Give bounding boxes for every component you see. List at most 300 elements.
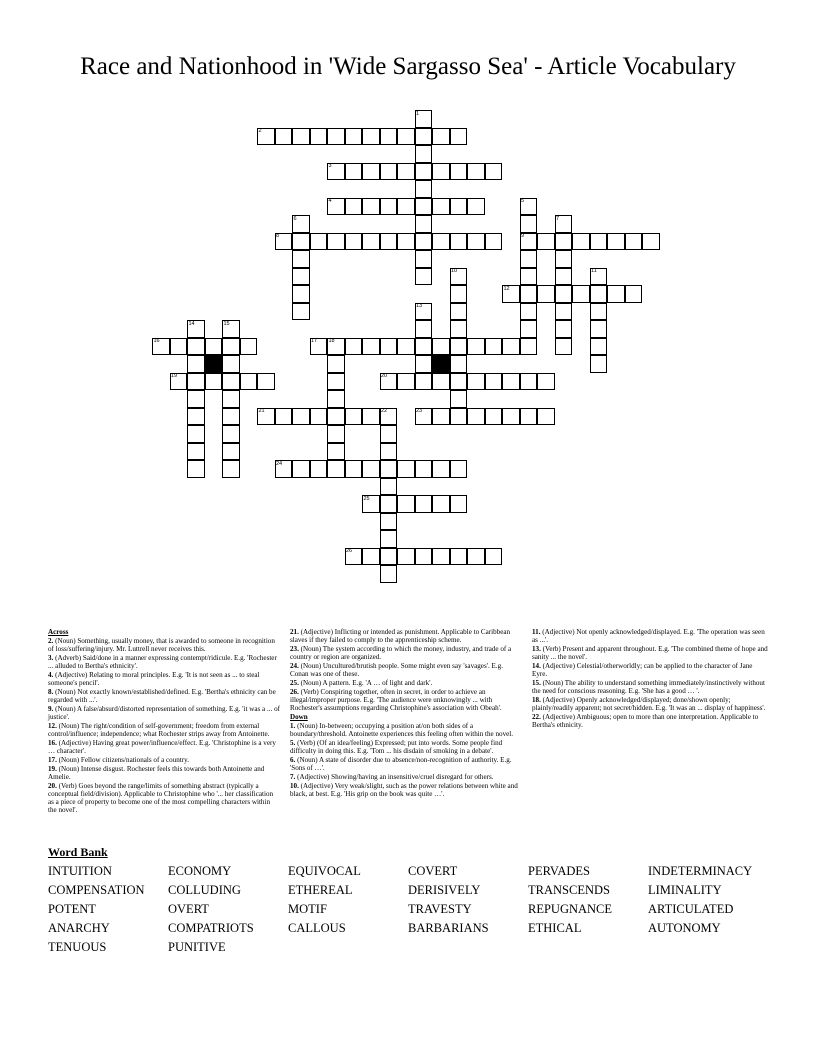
word-bank-item: COMPENSATION	[48, 883, 145, 897]
grid-cell[interactable]	[345, 233, 363, 251]
grid-cell[interactable]	[397, 233, 415, 251]
word-bank-title: Word Bank	[48, 845, 108, 859]
down-clue	[532, 662, 768, 678]
clue-text: (Verb) Goes beyond the range/limits of something abstract (typically a conceptual field/division). Applicable to Christophine who '... her classification as a piece of property to become one of the most compelling characters within the novel'.	[48, 782, 274, 814]
grid-cell[interactable]	[537, 373, 555, 391]
word-bank-item: REPUGNANCE	[528, 902, 613, 916]
clue-number-label: 24.	[290, 662, 299, 670]
down-clue	[532, 713, 768, 729]
grid-cell[interactable]	[450, 128, 468, 146]
grid-cell[interactable]	[415, 233, 433, 251]
clue-number: 16	[153, 338, 160, 344]
clue-number: 10	[451, 268, 458, 274]
grid-cell[interactable]	[292, 285, 310, 303]
grid-cell[interactable]	[520, 373, 538, 391]
clue-number-label: 22.	[532, 713, 541, 721]
grid-cell[interactable]	[432, 128, 450, 146]
clue-text: (Noun) A false/absurd/distorted representation of something. E.g. 'it was a ... of justice'.	[48, 705, 280, 721]
grid-cell[interactable]	[292, 303, 310, 321]
clue-text: (Verb) Conspiring together, often in secret, in order to achieve an illegal/improper purpose. E.g. 'The audience were unknowingly ... with Rochester's assumptions regarding Christophine's association with Obeah'.	[290, 688, 502, 712]
grid-cell[interactable]	[170, 338, 188, 356]
grid-cell[interactable]	[292, 233, 310, 251]
down-clue	[290, 722, 522, 738]
grid-cell[interactable]	[432, 548, 450, 566]
grid-cell[interactable]	[362, 338, 380, 356]
clue-number: 23	[416, 408, 423, 414]
grid-cell[interactable]	[362, 233, 380, 251]
clue-text: (Noun) The right/condition of self-government; freedom from external control/influence; independence; what Rochester strips away from Antoinette.	[48, 722, 270, 738]
word-bank-item: COMPATRIOTS	[168, 921, 254, 935]
clue-number-label: 19.	[48, 765, 57, 773]
grid-cell[interactable]	[485, 338, 503, 356]
black-square	[432, 355, 450, 373]
page-title: Race and Nationhood in 'Wide Sargasso Sea' - Article Vocabulary	[80, 53, 736, 80]
grid-cell[interactable]	[292, 460, 310, 478]
clue-number-label: 7.	[290, 773, 296, 781]
grid-cell[interactable]	[485, 163, 503, 181]
grid-cell[interactable]	[327, 233, 345, 251]
grid-cell[interactable]	[415, 355, 433, 373]
clue-number-label: 11.	[532, 628, 541, 636]
clue-text: (Adjective) Inflicting or intended as punishment. Applicable to Caribbean slaves if they failed to comply to the apprenticeship scheme.	[290, 628, 511, 644]
across-clue	[48, 782, 280, 814]
grid-cell[interactable]	[327, 443, 345, 461]
clue-number-label: 16.	[48, 739, 57, 747]
down-clue	[290, 773, 522, 781]
clue-text: (Adjective) Having great power/influence/effect. E.g. 'Christophine is a very … character'.	[48, 739, 276, 755]
clue-text: (Adjective) Showing/having an insensitive/cruel disregard for others.	[295, 773, 494, 781]
word-bank-item: EQUIVOCAL	[288, 864, 361, 878]
clue-column-1	[48, 628, 280, 815]
across-clue	[290, 628, 522, 644]
grid-cell[interactable]	[450, 320, 468, 338]
grid-cell[interactable]	[380, 548, 398, 566]
grid-cell[interactable]	[415, 198, 433, 216]
clue-number: 14	[188, 320, 195, 327]
clue-text: (Verb) (Of an idea/feeling) Expressed; put into words. Some people find difficulty in doing this. E.g. 'Tom ... his disdain of smoking in a debate'.	[290, 739, 503, 755]
clue-number-label: 17.	[48, 756, 57, 764]
clue-text: (Adjective) Openly acknowledged/displayed; done/shown openly; plainly/readily apparent; not secret/hidden. E.g. 'It was an ... display of happiness'.	[532, 696, 766, 712]
grid-cell[interactable]	[432, 495, 450, 513]
word-bank-item: ARTICULATED	[648, 902, 734, 916]
word-bank-item: ETHICAL	[528, 921, 582, 935]
grid-cell[interactable]	[222, 408, 240, 426]
grid-cell[interactable]	[590, 320, 608, 338]
grid-cell[interactable]	[415, 338, 433, 356]
clue-number: 18	[328, 338, 335, 344]
clue-number: 8	[276, 233, 280, 239]
across-clue	[48, 705, 280, 721]
grid-cell[interactable]	[397, 198, 415, 216]
grid-cell[interactable]	[327, 408, 345, 426]
across-clue	[48, 765, 280, 781]
grid-cell[interactable]	[520, 408, 538, 426]
clue-number-label: 12.	[48, 722, 57, 730]
clue-number: 1	[416, 110, 420, 117]
grid-cell[interactable]	[205, 338, 223, 356]
grid-cell[interactable]	[345, 338, 363, 356]
grid-cell[interactable]	[502, 338, 520, 356]
clue-number: 7	[556, 215, 560, 222]
down-heading: Down	[290, 713, 308, 721]
grid-cell[interactable]	[485, 373, 503, 391]
grid-cell[interactable]	[555, 233, 573, 251]
clue-text: (Noun) Intense disgust. Rochester feels this towards both Antoinette and Amelie.	[48, 765, 265, 781]
clue-column-2	[290, 628, 522, 799]
down-clue	[290, 782, 522, 798]
grid-cell[interactable]	[555, 285, 573, 303]
grid-cell[interactable]	[415, 145, 433, 163]
grid-cell[interactable]	[310, 408, 328, 426]
grid-cell[interactable]	[327, 390, 345, 408]
grid-cell[interactable]	[450, 373, 468, 391]
grid-cell[interactable]	[432, 198, 450, 216]
grid-cell[interactable]	[362, 198, 380, 216]
clue-number-label: 25.	[290, 679, 299, 687]
grid-cell[interactable]	[187, 390, 205, 408]
grid-cell[interactable]	[222, 373, 240, 391]
grid-cell[interactable]	[397, 548, 415, 566]
clue-number: 22	[381, 408, 388, 414]
grid-cell[interactable]	[520, 285, 538, 303]
grid-cell[interactable]	[257, 373, 275, 391]
grid-cell[interactable]	[450, 408, 468, 426]
clue-text: (Noun) A pattern. E.g. 'A … of light and dark'.	[298, 679, 433, 687]
grid-cell[interactable]	[537, 408, 555, 426]
grid-cell[interactable]	[467, 198, 485, 216]
grid-cell[interactable]	[397, 128, 415, 146]
grid-cell[interactable]	[327, 425, 345, 443]
grid-cell[interactable]	[222, 338, 240, 356]
grid-cell[interactable]	[187, 373, 205, 391]
grid-cell[interactable]	[607, 285, 625, 303]
grid-cell[interactable]	[432, 233, 450, 251]
grid-cell[interactable]	[485, 548, 503, 566]
down-clue	[532, 679, 768, 695]
grid-cell[interactable]	[520, 215, 538, 233]
grid-cell[interactable]	[520, 250, 538, 268]
grid-cell[interactable]	[467, 548, 485, 566]
clue-text: (Noun) Not exactly known/established/defined. E.g. 'Bertha's ethnicity can be regarded with ...'.	[48, 688, 276, 704]
clue-number: 15	[223, 320, 230, 327]
grid-cell[interactable]	[380, 565, 398, 583]
grid-cell[interactable]	[310, 460, 328, 478]
grid-cell[interactable]	[485, 408, 503, 426]
grid-cell[interactable]	[555, 338, 573, 356]
grid-cell[interactable]	[327, 355, 345, 373]
grid-cell[interactable]	[590, 285, 608, 303]
clue-text: (Noun) Uncultured/brutish people. Some might even say 'savages'. E.g. Conan was one of these.	[290, 662, 503, 678]
grid-cell[interactable]	[432, 163, 450, 181]
grid-cell[interactable]	[345, 198, 363, 216]
word-bank-item: ANARCHY	[48, 921, 110, 935]
word-bank-item: POTENT	[48, 902, 96, 916]
grid-cell[interactable]	[397, 163, 415, 181]
grid-cell[interactable]	[520, 268, 538, 286]
clue-number: 9	[521, 233, 525, 239]
word-bank-item: TENUOUS	[48, 940, 107, 954]
grid-cell[interactable]	[205, 373, 223, 391]
grid-cell[interactable]	[590, 303, 608, 321]
clue-number: 12	[503, 285, 510, 292]
across-clue	[48, 739, 280, 755]
across-clue	[48, 722, 280, 738]
word-bank-item: INTUITION	[48, 864, 112, 878]
word-bank-item: LIMINALITY	[648, 883, 722, 897]
grid-cell[interactable]	[432, 373, 450, 391]
across-clue	[290, 662, 522, 678]
grid-cell[interactable]	[555, 303, 573, 321]
grid-cell[interactable]	[415, 320, 433, 338]
grid-cell[interactable]	[415, 548, 433, 566]
clue-number-label: 26.	[290, 688, 299, 696]
grid-cell[interactable]	[415, 250, 433, 268]
grid-cell[interactable]	[450, 338, 468, 356]
across-heading: Across	[48, 628, 69, 636]
grid-cell[interactable]	[450, 355, 468, 373]
clue-number-label: 5.	[290, 739, 296, 747]
grid-cell[interactable]	[362, 460, 380, 478]
grid-cell[interactable]	[187, 460, 205, 478]
grid-cell[interactable]	[327, 460, 345, 478]
grid-cell[interactable]	[467, 373, 485, 391]
grid-cell[interactable]	[240, 373, 258, 391]
grid-cell[interactable]	[432, 460, 450, 478]
word-bank-item: COVERT	[408, 864, 458, 878]
grid-cell[interactable]	[222, 425, 240, 443]
word-bank-item: TRAVESTY	[408, 902, 472, 916]
grid-cell[interactable]	[275, 408, 293, 426]
grid-cell[interactable]	[432, 408, 450, 426]
grid-cell[interactable]	[380, 163, 398, 181]
grid-cell[interactable]	[275, 128, 293, 146]
grid-cell[interactable]	[450, 198, 468, 216]
clue-number-label: 3.	[48, 654, 54, 662]
grid-cell[interactable]	[537, 285, 555, 303]
clue-text: (Noun) A state of disorder due to absence/non-recognition of authority. E.g. 'Sons of …'.	[290, 756, 512, 772]
clue-number-label: 6.	[290, 756, 296, 764]
grid-cell[interactable]	[380, 233, 398, 251]
clue-column-3	[532, 628, 768, 730]
grid-cell[interactable]	[415, 460, 433, 478]
grid-cell[interactable]	[415, 495, 433, 513]
grid-cell[interactable]	[292, 128, 310, 146]
grid-cell[interactable]	[380, 530, 398, 548]
grid-cell[interactable]	[415, 373, 433, 391]
grid-cell[interactable]	[555, 268, 573, 286]
grid-cell[interactable]	[625, 285, 643, 303]
clue-number: 3	[328, 163, 332, 169]
down-clue	[532, 696, 768, 712]
grid-cell[interactable]	[572, 233, 590, 251]
clue-text: (Noun) Something, usually money, that is awarded to someone in recognition of loss/suffering/injury. Mr. Luttrell never receives this.	[48, 637, 275, 653]
grid-cell[interactable]	[397, 495, 415, 513]
grid-cell[interactable]	[502, 373, 520, 391]
grid-cell[interactable]	[415, 215, 433, 233]
grid-cell[interactable]	[590, 233, 608, 251]
grid-cell[interactable]	[292, 268, 310, 286]
grid-cell[interactable]	[187, 443, 205, 461]
grid-cell[interactable]	[292, 408, 310, 426]
clue-text: (Noun) Fellow citizens/nationals of a country.	[56, 756, 189, 764]
clue-number: 25	[363, 495, 370, 502]
grid-cell[interactable]	[380, 495, 398, 513]
grid-cell[interactable]	[327, 373, 345, 391]
grid-cell[interactable]	[380, 443, 398, 461]
clue-number: 17	[311, 338, 318, 344]
grid-cell[interactable]	[345, 408, 363, 426]
grid-cell[interactable]	[380, 460, 398, 478]
across-clue	[48, 654, 280, 670]
grid-cell[interactable]	[590, 355, 608, 373]
down-clue	[532, 628, 768, 644]
grid-cell[interactable]	[240, 338, 258, 356]
grid-cell[interactable]	[362, 163, 380, 181]
clue-text: (Adjective) Not openly acknowledged/displayed. E.g. 'The operation was seen as ...'.	[532, 628, 765, 644]
word-bank-item: AUTONOMY	[648, 921, 721, 935]
clue-number-label: 13.	[532, 645, 541, 653]
clue-number: 6	[293, 215, 297, 222]
grid-cell[interactable]	[397, 338, 415, 356]
grid-cell[interactable]	[450, 460, 468, 478]
clue-number: 20	[381, 373, 388, 379]
grid-cell[interactable]	[450, 285, 468, 303]
grid-cell[interactable]	[380, 338, 398, 356]
grid-cell[interactable]	[362, 408, 380, 426]
across-clue	[48, 637, 280, 653]
grid-cell[interactable]	[310, 128, 328, 146]
grid-cell[interactable]	[222, 355, 240, 373]
clue-text: (Adjective) Celestial/otherworldly; can be applied to the character of Jane Eyre.	[532, 662, 753, 678]
grid-cell[interactable]	[467, 408, 485, 426]
grid-cell[interactable]	[415, 128, 433, 146]
clue-number-label: 1.	[290, 722, 296, 730]
grid-cell[interactable]	[590, 338, 608, 356]
across-clue	[290, 679, 522, 687]
clue-number: 19	[171, 373, 178, 379]
clue-number-label: 10.	[290, 782, 299, 790]
grid-cell[interactable]	[607, 233, 625, 251]
grid-cell[interactable]	[572, 285, 590, 303]
clue-number-label: 15.	[532, 679, 541, 687]
grid-cell[interactable]	[450, 390, 468, 408]
word-bank-item: OVERT	[168, 902, 209, 916]
across-clue	[48, 756, 280, 764]
clue-number: 11	[591, 268, 597, 274]
grid-cell[interactable]	[380, 198, 398, 216]
grid-cell[interactable]	[310, 233, 328, 251]
clue-number-label: 20.	[48, 782, 57, 790]
grid-cell[interactable]	[380, 425, 398, 443]
grid-cell[interactable]	[222, 390, 240, 408]
word-bank-item: COLLUDING	[168, 883, 241, 897]
grid-cell[interactable]	[380, 128, 398, 146]
clue-text: (Adjective) Ambiguous; open to more than one interpretation. Applicable to Bertha's ethnicity.	[532, 713, 759, 729]
grid-cell[interactable]	[467, 233, 485, 251]
clue-number-label: 8.	[48, 688, 54, 696]
grid-cell[interactable]	[485, 233, 503, 251]
grid-cell[interactable]	[467, 338, 485, 356]
clue-number-label: 4.	[48, 671, 54, 679]
word-bank-item: PUNITIVE	[168, 940, 226, 954]
word-bank-item: ECONOMY	[168, 864, 232, 878]
word-bank-item: CALLOUS	[288, 921, 346, 935]
clue-text: (Noun) In-between; occupying a position at/on both sides of a boundary/threshold. Antoinette experiences this feeling often within the novel.	[290, 722, 514, 738]
word-bank-item: PERVADES	[528, 864, 590, 878]
grid-cell[interactable]	[415, 268, 433, 286]
clue-number-label: 18.	[532, 696, 541, 704]
clue-number: 26	[346, 548, 353, 554]
black-square	[205, 355, 223, 373]
grid-cell[interactable]	[327, 128, 345, 146]
grid-cell[interactable]	[187, 355, 205, 373]
word-bank-item: DERISIVELY	[408, 883, 481, 897]
grid-cell[interactable]	[187, 338, 205, 356]
grid-cell[interactable]	[432, 338, 450, 356]
grid-cell[interactable]	[520, 303, 538, 321]
clue-text: (Adjective) Very weak/slight, such as the power relations between white and black, at best. E.g. 'His grip on the book was quite …'.	[290, 782, 518, 798]
grid-cell[interactable]	[502, 408, 520, 426]
grid-cell[interactable]	[362, 128, 380, 146]
grid-cell[interactable]	[187, 408, 205, 426]
clue-number-label: 21.	[290, 628, 299, 636]
clue-text: (Noun) The system according to which the money, industry, and trade of a country or region are organized.	[290, 645, 512, 661]
grid-cell[interactable]	[450, 548, 468, 566]
clue-number: 4	[328, 198, 332, 204]
grid-cell[interactable]	[450, 163, 468, 181]
word-bank-item: TRANSCENDS	[528, 883, 610, 897]
grid-cell[interactable]	[450, 495, 468, 513]
clue-number-label: 23.	[290, 645, 299, 653]
grid-cell[interactable]	[362, 548, 380, 566]
grid-cell[interactable]	[222, 460, 240, 478]
word-bank-item: ETHEREAL	[288, 883, 353, 897]
grid-cell[interactable]	[397, 373, 415, 391]
clue-text: (Verb) Present and apparent throughout. E.g. 'The combined theme of hope and sanity ... the novel'.	[532, 645, 768, 661]
grid-cell[interactable]	[642, 233, 660, 251]
grid-cell[interactable]	[450, 303, 468, 321]
across-clue	[48, 671, 280, 687]
grid-cell[interactable]	[537, 233, 555, 251]
clue-text: (Adverb) Said/done in a manner expressing contempt/ridicule. E.g. 'Rochester ... alluded to Bertha's ethnicity'.	[48, 654, 277, 670]
clue-number: 24	[276, 460, 283, 467]
across-clue	[290, 645, 522, 661]
grid-cell[interactable]	[450, 233, 468, 251]
grid-cell[interactable]	[345, 128, 363, 146]
grid-cell[interactable]	[415, 180, 433, 198]
grid-cell[interactable]	[380, 513, 398, 531]
grid-cell[interactable]	[397, 460, 415, 478]
grid-cell[interactable]	[555, 250, 573, 268]
clue-number-label: 2.	[48, 637, 54, 645]
across-clue	[290, 688, 522, 712]
grid-cell[interactable]	[555, 320, 573, 338]
grid-cell[interactable]	[415, 163, 433, 181]
grid-cell[interactable]	[345, 460, 363, 478]
grid-cell[interactable]	[520, 320, 538, 338]
clue-number-label: 9.	[48, 705, 54, 713]
grid-cell[interactable]	[380, 478, 398, 496]
grid-cell[interactable]	[187, 425, 205, 443]
grid-cell[interactable]	[467, 163, 485, 181]
grid-cell[interactable]	[222, 443, 240, 461]
clue-number: 2	[258, 128, 262, 134]
grid-cell[interactable]	[625, 233, 643, 251]
grid-cell[interactable]	[292, 250, 310, 268]
grid-cell[interactable]	[520, 338, 538, 356]
grid-cell[interactable]	[345, 163, 363, 181]
down-clue	[290, 739, 522, 755]
